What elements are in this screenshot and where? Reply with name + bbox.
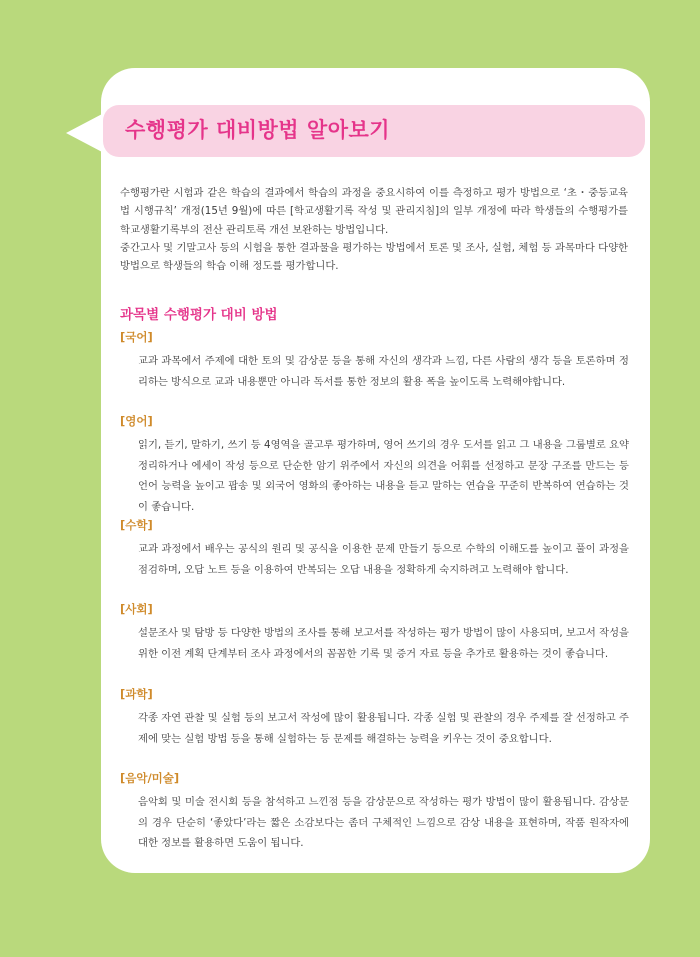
subject-description: 교과 과목에서 주제에 대한 토의 및 감상문 등을 통해 자신의 생각과 느낌, 다른 사람의 생각 등을 토론하며 정리하는 방식으로 교과 내용뿐만 아니라 독서를 통한 정보의 활용 폭을 높이도록 노력해야합니다. <box>138 355 630 388</box>
subject-label: [영어] <box>120 414 153 428</box>
subject-label: [국어] <box>120 330 153 344</box>
subject-music-art <box>120 770 630 854</box>
section-heading: 과목별 수행평가 대비 방법 <box>120 307 278 323</box>
subject-description: 각종 자연 관찰 및 실험 등의 보고서 작성에 많이 활용됩니다. 각종 실험 및 관찰의 경우 주제를 잘 선정하고 주제에 맞는 실험 방법 등을 통해 실험하는 등 문제를 해결하는 능력을 키우는 것이 중요합니다. <box>138 712 629 745</box>
subject-description: 음악회 및 미술 전시회 등을 참석하고 느낀점 등을 감상문으로 작성하는 평가 방법이 많이 활용됩니다. 감상문의 경우 단순히 ‘좋았다’라는 짧은 소감보다는 좀더 구체적인 느낌으로 감상 내용을 표현하며, 작품 원작자에 대한 정보를 활용하면 도움이 됩니다. <box>138 796 629 849</box>
subject-label: [과학] <box>120 687 153 701</box>
intro-text <box>120 184 628 275</box>
subject-korean <box>120 329 630 392</box>
subject-description: 설문조사 및 탐방 등 다양한 방법의 조사를 통해 보고서를 작성하는 평가 방법이 많이 사용되며, 보고서 작성을 위한 이전 계획 단계부터 조사 과정에서의 꼼꼼한 기록 및 증거 자료 등을 추가로 활용하는 것이 좋습니다. <box>138 627 629 660</box>
subject-social <box>120 601 630 664</box>
speech-bubble-tail <box>66 113 104 153</box>
intro-paragraph-1: 수행평가란 시험과 같은 학습의 결과에서 학습의 과정을 중요시하여 이를 측정하고 평가 방법으로 ‘초・중등교육법 시행규칙’ 개정(15년 9월)에 따른 [학교생활기록 작성 및 관리지침]의 일부 개정에 따라 학생들의 수행평가를 학교생활기록부의 전산 관리토록 개선 보완하는 방법입니다. <box>120 187 628 236</box>
subject-english <box>120 413 630 517</box>
subject-label: [음악/미술] <box>120 771 180 785</box>
page-title: 수행평가 대비방법 알아보기 <box>125 118 391 142</box>
subject-description: 읽기, 듣기, 말하기, 쓰기 등 4영역을 골고루 평가하며, 영어 쓰기의 경우 도서를 읽고 그 내용을 그룹별로 요약 정리하거나 에세이 작성 등으로 단순한 암기 위주에서 자신의 의견을 어휘를 선정하고 문장 구조를 만드는 등 언어 능력을 높이고 팝송 및 외국어 영화의 좋아하는 내용을 듣고 말하는 연습을 꾸준히 반복하여 연습하는 것이 좋습니다. <box>138 439 629 513</box>
intro-paragraph-2: 중간고사 및 기말고사 등의 시험을 통한 결과물을 평가하는 방법에서 토론 및 조사, 실험, 체험 등 과목마다 다양한 방법으로 학생들의 학습 이해 정도를 평가합니다. <box>120 241 628 273</box>
subject-label: [사회] <box>120 602 153 616</box>
subject-label: [수학] <box>120 518 153 532</box>
subject-science <box>120 686 630 749</box>
subject-math <box>120 517 630 580</box>
subject-description: 교과 과정에서 배우는 공식의 원리 및 공식을 이용한 문제 만들기 등으로 수학의 이해도를 높이고 풀이 과정을 점검하며, 오답 노트 등을 이용하여 반복되는 오답 내용을 정확하게 숙지하려고 노력해야 합니다. <box>138 543 629 576</box>
